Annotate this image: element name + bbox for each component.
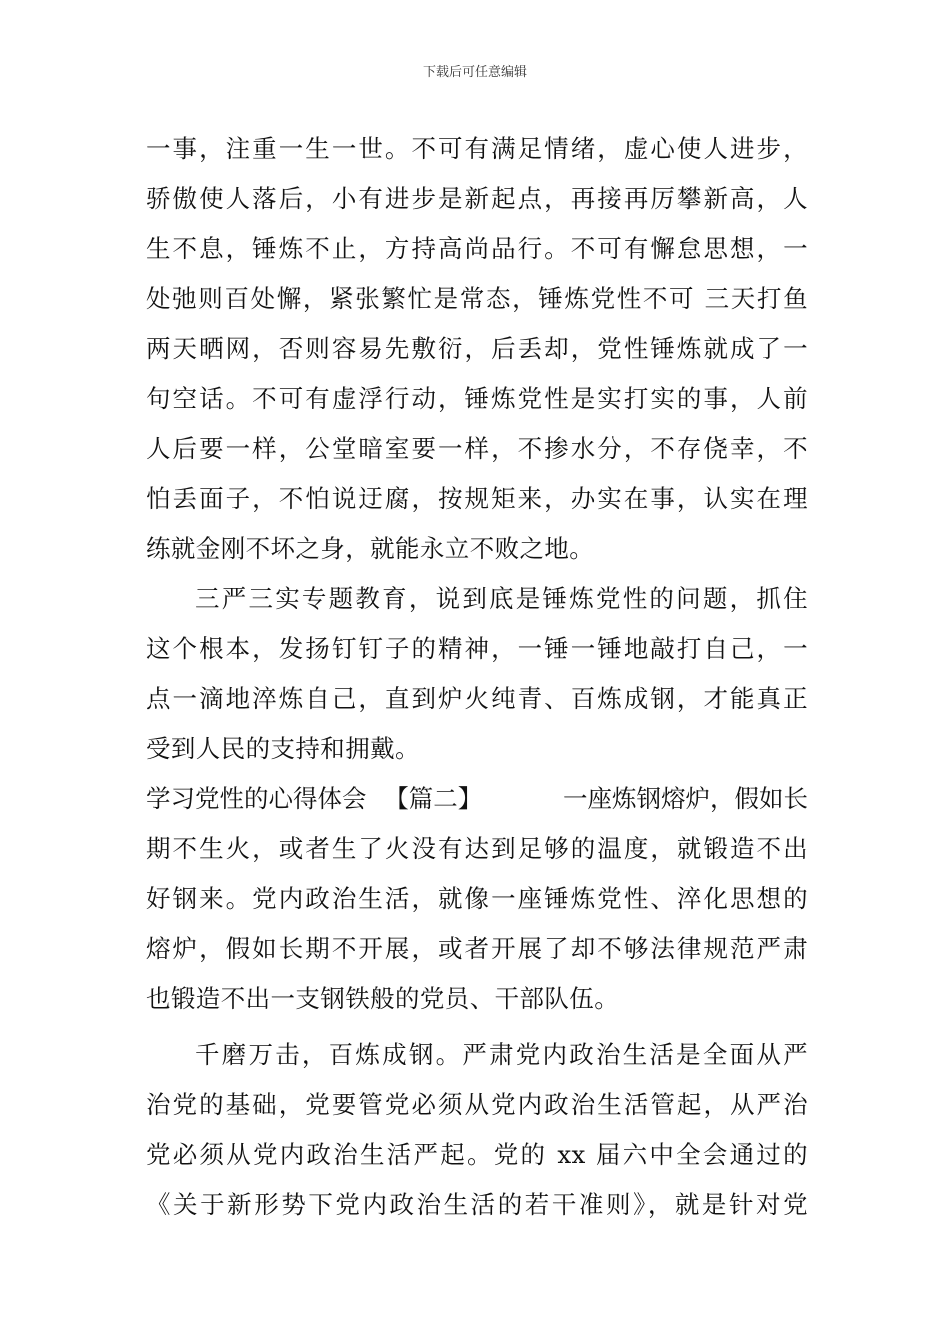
section-part-label: 【篇二】 (384, 784, 483, 813)
text-line: 熔炉，假如长期不开展，或者开展了却不够法律规范严肃 (146, 934, 808, 963)
paragraph-1 (146, 124, 808, 574)
page-header: 下载后可任意编辑 (422, 65, 527, 80)
text-line: 期不生火，或者生了火没有达到足够的温度，就锻造不出 (146, 834, 808, 863)
text-line: 人后要一样，公堂暗室要一样，不掺水分，不存侥幸，不 (146, 434, 808, 463)
text-line: 处弛则百处懈，紧张繁忙是常态，锤炼党性不可 三天打鱼 (146, 284, 808, 313)
text-line: 一事，注重一生一世。不可有满足情绪，虚心使人进步， (146, 134, 808, 163)
text-line: 好钢来。党内政治生活，就像一座锤炼党性、淬化思想的 (146, 884, 808, 913)
text-line: 也锻造不出一支钢铁般的党员、干部队伍。 (146, 984, 620, 1013)
text-line: 千磨万击，百炼成钢。严肃党内政治生活是全面从严 (195, 1040, 808, 1069)
text-line: 治党的基础，党要管党必须从党内政治生活管起，从严治 (146, 1090, 808, 1119)
text-line: 《关于新形势下党内政治生活的若干准则》，就是针对党 (146, 1190, 808, 1219)
text-line: 怕丢面子，不怕说迂腐，按规矩来，办实在事，认实在理 (146, 484, 808, 513)
text-line: 受到人民的支持和拥戴。 (146, 734, 420, 763)
text-line: 点一滴地淬炼自己，直到炉火纯青、百炼成钢，才能真正 (146, 684, 808, 713)
paragraph-closing (146, 1030, 808, 1230)
text-line: 生不息，锤炼不止，方持高尚品行。不可有懈怠思想，一 (146, 234, 808, 263)
document-body (146, 124, 808, 1230)
text-line: 党必须从党内政治生活严起。党的 xx 届六中全会通过的 (146, 1140, 808, 1169)
text-line: 这个根本，发扬钉钉子的精神，一锤一锤地敲打自己，一 (146, 634, 808, 663)
section-title-text: 学习党性的心得体会 (146, 784, 367, 813)
section-first-line-text: 一座炼钢熔炉，假如长 (563, 784, 808, 813)
section-title (146, 774, 482, 824)
text-line: 句空话。不可有虚浮行动，锤炼党性是实打实的事，人前 (146, 384, 808, 413)
text-line: 三严三实专题教育，说到底是锤炼党性的问题，抓住 (195, 584, 808, 613)
text-line: 骄傲使人落后，小有进步是新起点，再接再厉攀新高，人 (146, 184, 808, 213)
section-two (146, 774, 808, 1024)
text-line: 练就金刚不坏之身，就能永立不败之地。 (146, 534, 595, 563)
section-heading-line (146, 774, 808, 824)
text-line: 两天晒网，否则容易先敷衍，后丢却，党性锤炼就成了一 (146, 334, 808, 363)
paragraph-2 (146, 574, 808, 774)
